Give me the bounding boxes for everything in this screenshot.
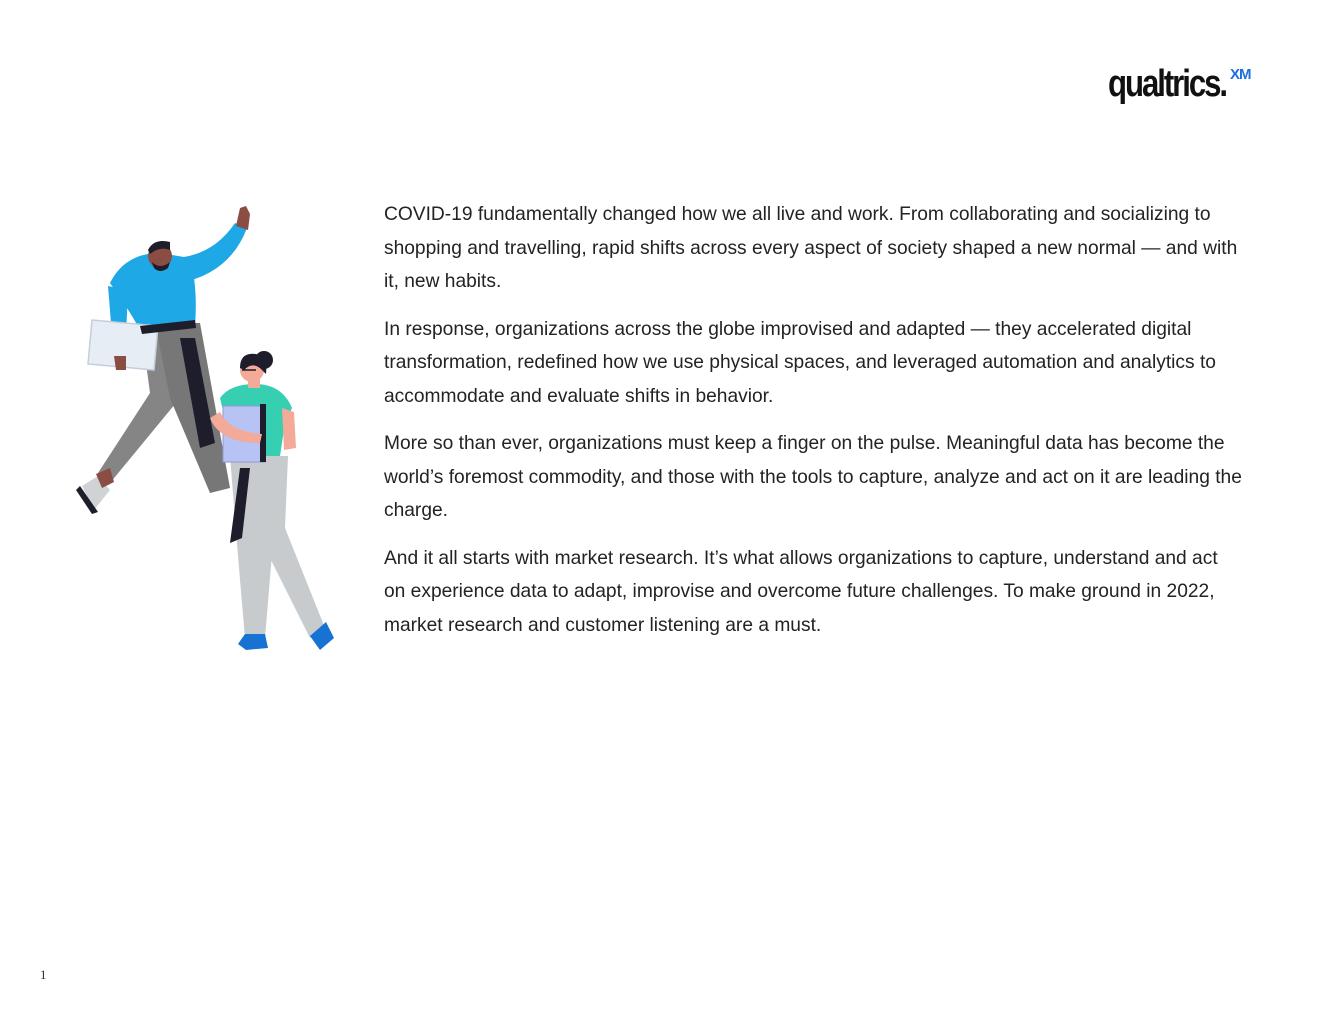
woman-hair-bun [255, 351, 273, 369]
man-raised-arm [165, 223, 247, 283]
woman-folder-spine [260, 404, 266, 462]
paragraph-pulse: More so than ever, organizations must keep a finger on the pulse. Meaningful data has become the world’s foremost commodity, and those with the tools to capture, analyze and act on it are leading the charge. [384, 433, 1242, 521]
logo-wordmark: qualtrics. [1108, 63, 1227, 105]
two-people-celebrating-illustration [70, 198, 360, 658]
page-number: 1 [40, 967, 47, 982]
paragraph-response: In response, organizations across the globe improvised and adapted — they accelerated digital transformation, redefined how we use physical spaces, and leveraged automation and analytics to accommodate and evaluate shifts in behavior. [384, 318, 1216, 407]
qualtrics-logo [1108, 62, 1258, 112]
intro-body-text [384, 198, 1244, 656]
logo-xm-mark: XM [1230, 66, 1251, 83]
paragraph-market-research: And it all starts with market research. It’s what allows organizations to capture, understand and act on experience data to adapt, improvise and overcome future challenges. To make ground in 2022, market research and customer listening are a must. [384, 547, 1218, 636]
woman-left-shoe [238, 634, 268, 650]
man-raised-hand [236, 206, 250, 230]
woman-upper-arm [282, 408, 296, 450]
man-hand [114, 356, 126, 370]
paragraph-covid: COVID-19 fundamentally changed how we all live and work. From collaborating and socializing to shopping and travelling, rapid shifts across every aspect of society shaped a new normal — and with it, new habits. [384, 204, 1238, 292]
